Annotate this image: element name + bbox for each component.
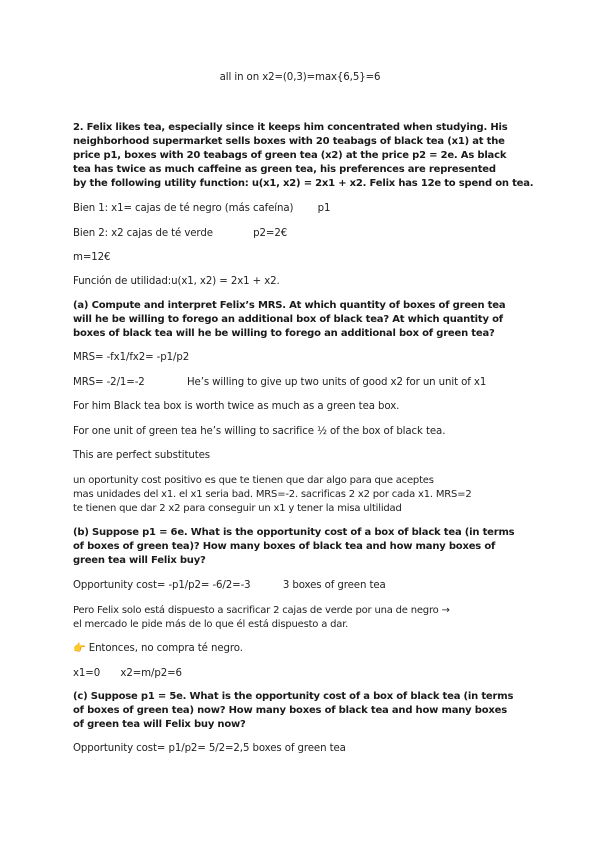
- bien-2-line: [73, 227, 287, 240]
- solution-x2: x2=m/p2=6: [120, 668, 182, 679]
- header-line: all in on x2=(0,3)=max{6,5}=6: [219, 72, 381, 83]
- money-line: m=12€: [73, 252, 111, 263]
- black-tea-worth-line: For him Black tea box is worth twice as much as a green tea box.: [73, 401, 400, 412]
- bien-1-price: p1: [317, 203, 331, 214]
- bien-1-line: [73, 202, 330, 215]
- substitutes-line: This are perfect substitutes: [73, 450, 210, 461]
- opportunity-cost-b-note: 3 boxes of green tea: [282, 580, 386, 591]
- opportunity-cost-b-line: [73, 579, 386, 592]
- entonces-text: Entonces, no compra té negro.: [88, 643, 243, 654]
- mrs-interpretation: He’s willing to give up two units of good x2 for un unit of x1: [186, 377, 487, 388]
- mrs-value-line: [73, 376, 486, 389]
- utility-line: Función de utilidad:u(x1, x2) = 2x1 + x2.: [73, 276, 280, 287]
- bien-1-text: Bien 1: x1= cajas de té negro (más cafeína): [73, 203, 294, 214]
- bien-2-text: Bien 2: x2 cajas de té verde: [73, 228, 213, 239]
- solution-x1: x1=0: [73, 668, 101, 679]
- opportunity-cost-b: Opportunity cost= -p1/p2= -6/2=-3: [73, 580, 251, 591]
- document-page: all in on x2=(0,3)=max{6,5}=6 2. Felix likes tea, especially since it keeps him concentrated when studying. His neighborhood supermarket sells boxes with 20 teabags of black tea (x1) at the price p1, boxes with 20 teabags of green tea (x2) at the price p2 = 2e. As black tea has twice as much caffeine as green tea, his preferences are represented by the following utility function: u(x1, x2) = 2x1 + x2. Felix has 12e to spend on tea. Bien 1: x1= cajas de té negro (más cafeína) p1 Bien 2: x2 cajas de té verde p2=2€ m=12€ Función de utilidad:u(x1, x2) = 2x1 + x2. (a) Compute and interpret Felix’s MRS. At which quantity of boxes of green tea will he be willing to forego an additional box of black tea? At which quantity of boxes of black tea will he be willing to forego an additional box of green tea? MRS= -fx1/fx2= -p1/p2 MRS= -2/1=-2 He’s willing to give up two units of good x2 for un unit of x1 For him Black tea box is worth twice as much as a green tea box. For one unit of green tea he’s willing to sacrifice ½ of the box of black tea. This are perfect substitutes un oportunity cost positivo es que te tienen que dar algo para que aceptes mas unidades del x1. el x1 seria bad. MRS=-2. sacrificas 2 x2 por cada x1. MRS=2 te tienen que dar 2 x2 para conseguir un x1 y tener la misa ultilidad (b) Suppose p1 = 6e. What is the opportunity cost of a box of black tea (in terms of boxes of green tea)? How many boxes of black tea and how many boxes of green tea will Felix buy? Opportunity cost= -p1/p2= -6/2=-3 3 boxes of green tea Pero Felix solo está dispuesto a sacrificar 2 cajas de verde por una de negro → el mercado le pide más de lo que él está dispuesto a dar. 👉 Entonces, no compra té negro. x1=0 x2=m/p2=6 (c) Suppose p1 = 5e. What is the opportunity cost of a box of black tea (in terms of boxes of green tea) now? How many boxes of black tea and how many boxes of green tea will Felix buy now? Opportunity cost= p1/p2= 5/2=2,5 boxes of green tea: [0, 0, 600, 848]
- pointing-hand-icon: 👉: [73, 643, 86, 654]
- solution-b-line: [73, 667, 182, 680]
- opportunity-cost-c-line: Opportunity cost= p1/p2= 5/2=2,5 boxes of green tea: [73, 743, 346, 754]
- bien-2-price: p2=2€: [253, 228, 288, 239]
- entonces-line: [73, 642, 243, 655]
- green-tea-sacrifice-line: For one unit of green tea he’s willing to sacrifice ½ of the box of black tea.: [73, 426, 446, 437]
- mrs-value: MRS= -2/1=-2: [73, 377, 145, 388]
- mrs-formula-line: MRS= -fx1/fx2= -p1/p2: [73, 352, 190, 363]
